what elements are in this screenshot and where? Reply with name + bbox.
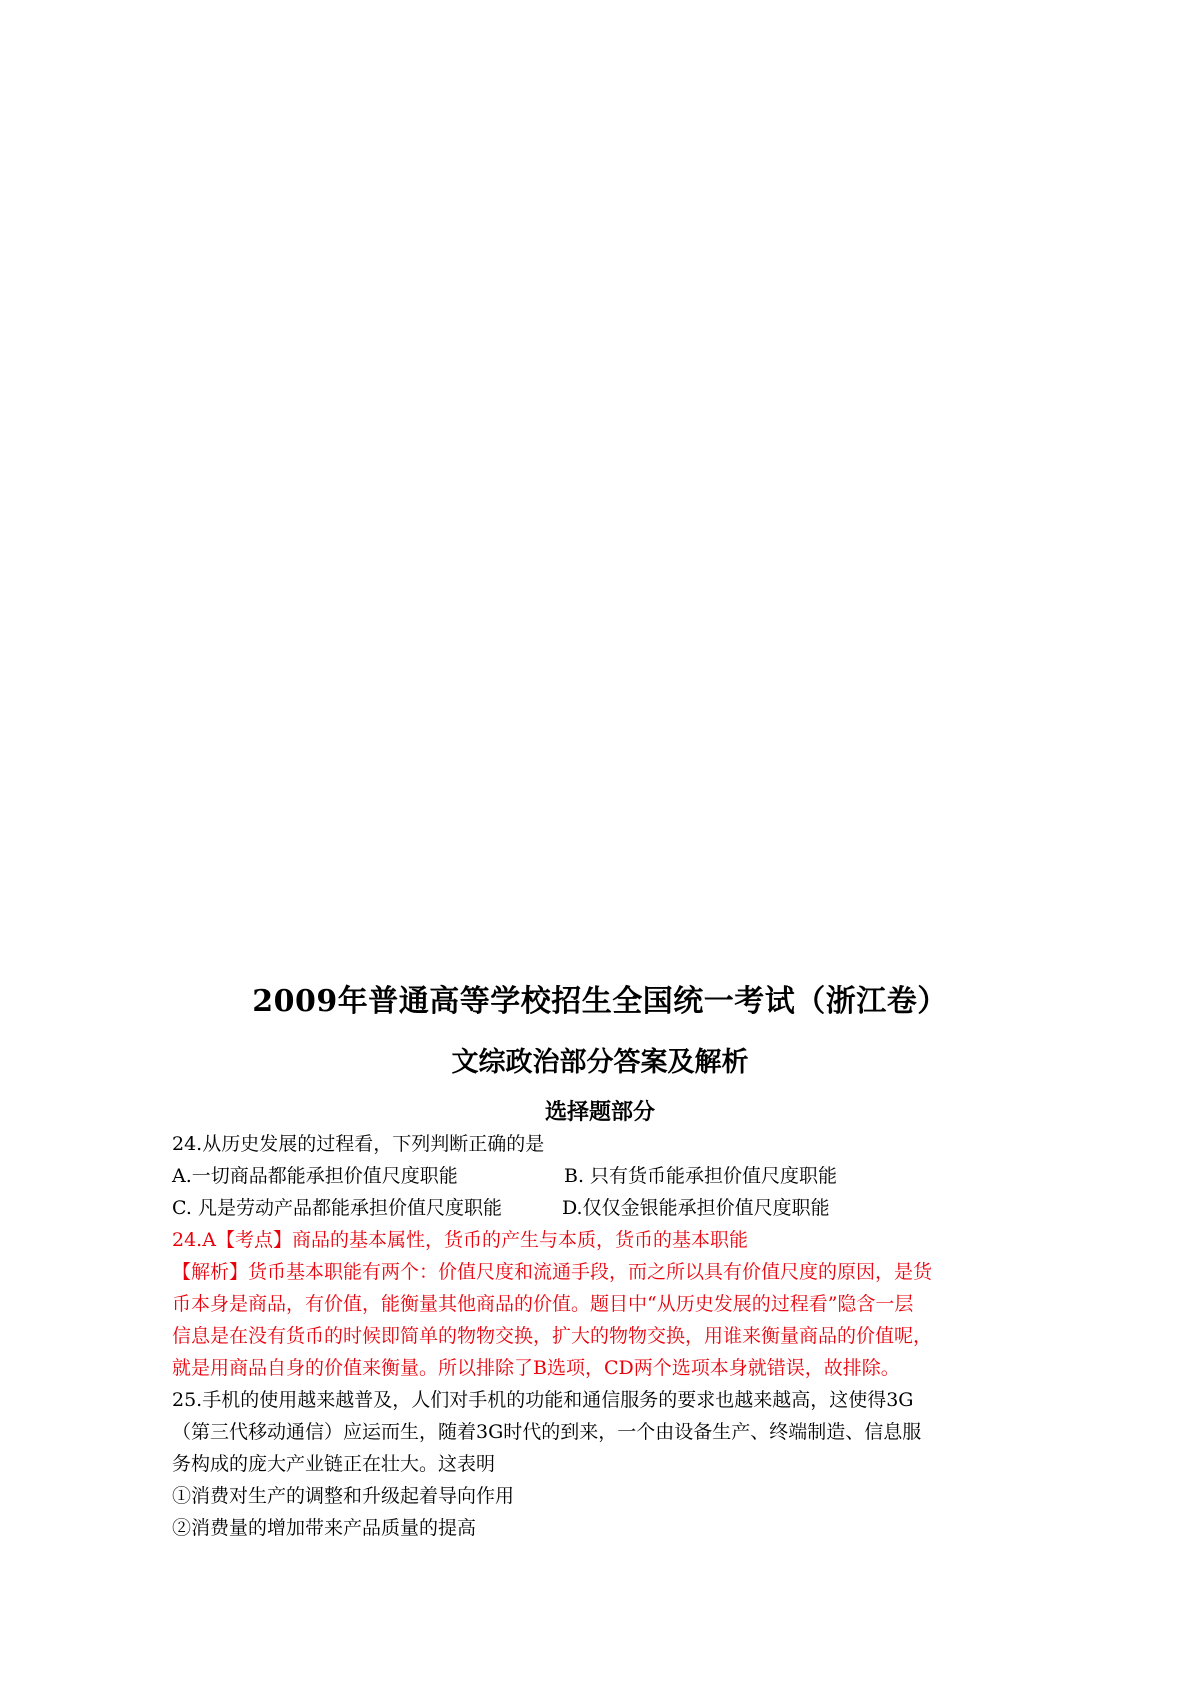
question-25-stem-line: 务构成的庞大产业链正在壮大。这表明 bbox=[172, 1453, 496, 1475]
document-subtitle: 文综政治部分答案及解析 bbox=[451, 1047, 749, 1078]
question-25-item-1: ①消费对生产的调整和升级起着导向作用 bbox=[172, 1485, 515, 1507]
question-24-stem: 24.从历史发展的过程看，下列判断正确的是 bbox=[172, 1133, 545, 1155]
question-25-stem-line: 25.手机的使用越来越普及，人们对手机的功能和通信服务的要求也越来越高，这使得3G bbox=[172, 1389, 914, 1411]
question-24-options-row-1 bbox=[172, 1160, 1042, 1192]
question-24-analysis-line: 信息是在没有货币的时候即简单的物物交换，扩大的物物交换，用谁来衡量商品的价值呢， bbox=[172, 1325, 933, 1347]
document-title: 2009年普通高等学校招生全国统一考试（浙江卷） bbox=[252, 984, 948, 1019]
section-heading: 选择题部分 bbox=[544, 1099, 655, 1125]
question-25-stem-line: （第三代移动通信）应运而生，随着3G时代的到来，一个由设备生产、终端制造、信息服 bbox=[172, 1421, 922, 1443]
question-24-options-row-2 bbox=[172, 1192, 1042, 1224]
option-c: C. 凡是劳动产品都能承担价值尺度职能 bbox=[172, 1197, 502, 1219]
option-a: A.一切商品都能承担价值尺度职能 bbox=[172, 1165, 458, 1187]
question-24-answer: 24.A【考点】商品的基本属性，货币的产生与本质，货币的基本职能 bbox=[172, 1229, 748, 1251]
question-24-analysis-line: 就是用商品自身的价值来衡量。所以排除了B选项，CD两个选项本身就错误，故排除。 bbox=[172, 1357, 900, 1379]
option-b: B. 只有货币能承担价值尺度职能 bbox=[564, 1165, 838, 1187]
option-d: D.仅仅金银能承担价值尺度职能 bbox=[562, 1197, 830, 1219]
question-24-analysis-line: 币本身是商品，有价值，能衡量其他商品的价值。题目中“从历史发展的过程看”隐含一层 bbox=[172, 1293, 914, 1315]
question-25-item-2: ②消费量的增加带来产品质量的提高 bbox=[172, 1517, 477, 1539]
question-24-analysis-line: 【解析】货币基本职能有两个：价值尺度和流通手段，而之所以具有价值尺度的原因，是货 bbox=[172, 1261, 933, 1283]
